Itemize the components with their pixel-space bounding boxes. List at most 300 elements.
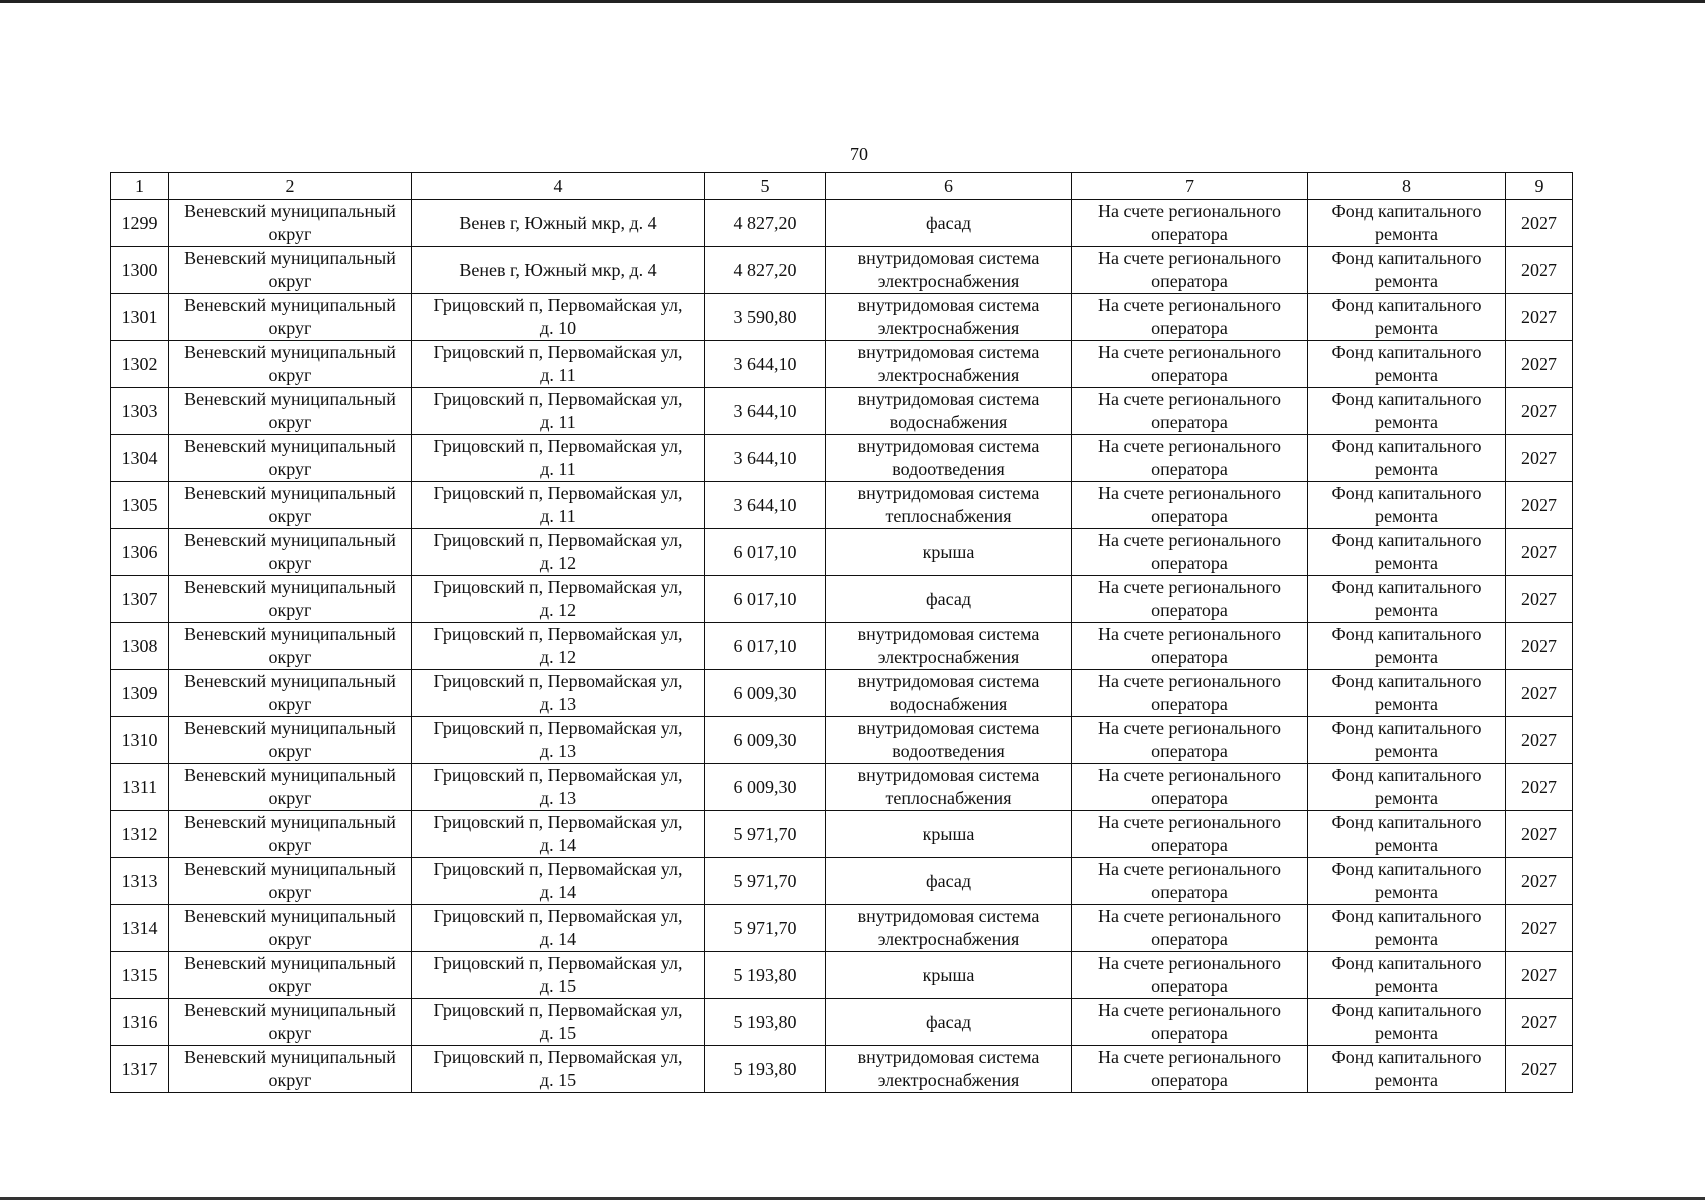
district-cell-line: округ [268, 553, 312, 573]
account-type-cell-line: На счете регионального [1097, 577, 1282, 597]
account-type-cell-line: оператора [1151, 1023, 1228, 1043]
row-number-cell: 1313 [111, 858, 169, 905]
work-type-cell [826, 294, 1072, 341]
address-cell [412, 200, 705, 247]
table-row [111, 623, 1573, 670]
year-cell: 2027 [1506, 529, 1573, 576]
district-cell [169, 952, 412, 999]
year-cell: 2027 [1506, 200, 1573, 247]
funding-source-cell-line: Фонд капитального [1331, 718, 1482, 738]
area-cell: 6 009,30 [705, 764, 826, 811]
work-type-cell-line: теплоснабжения [885, 788, 1012, 808]
funding-source-cell-line: Фонд капитального [1331, 201, 1482, 221]
account-type-cell-line: На счете регионального [1097, 295, 1282, 315]
work-type-cell-line: внутридомовая система [857, 671, 1040, 691]
funding-source-cell-line: ремонта [1374, 224, 1439, 244]
row-number-cell: 1309 [111, 670, 169, 717]
row-number-cell: 1299 [111, 200, 169, 247]
funding-source-cell-line: Фонд капитального [1331, 859, 1482, 879]
work-type-cell-line: крыша [922, 541, 975, 562]
funding-source-cell [1308, 858, 1506, 905]
account-type-cell-line: оператора [1151, 506, 1228, 526]
account-type-cell-line: оператора [1151, 741, 1228, 761]
district-cell [169, 341, 412, 388]
address-cell-line: Грицовский п, Первомайская ул, [433, 1047, 683, 1067]
year-cell: 2027 [1506, 482, 1573, 529]
address-cell-line: Грицовский п, Первомайская ул, [433, 906, 683, 926]
district-cell-line: округ [268, 224, 312, 244]
funding-source-cell-line: Фонд капитального [1331, 671, 1482, 691]
area-cell: 6 017,10 [705, 576, 826, 623]
account-type-cell-line: оператора [1151, 553, 1228, 573]
address-cell-line: д. 11 [540, 412, 576, 432]
work-type-cell-line: водоотведения [892, 741, 1005, 761]
column-header: 7 [1072, 173, 1308, 200]
district-cell-line: Веневский муниципальный [184, 859, 396, 879]
work-type-cell-line: внутридомовая система [857, 906, 1040, 926]
work-type-cell [826, 764, 1072, 811]
district-cell [169, 905, 412, 952]
table-row [111, 576, 1573, 623]
funding-source-cell [1308, 294, 1506, 341]
address-cell [412, 1046, 705, 1093]
funding-source-cell [1308, 1046, 1506, 1093]
work-type-cell [826, 858, 1072, 905]
funding-source-cell [1308, 905, 1506, 952]
account-type-cell [1072, 623, 1308, 670]
address-cell [412, 435, 705, 482]
work-type-cell-line: внутридомовая система [857, 248, 1040, 268]
address-cell-line: д. 11 [540, 365, 576, 385]
account-type-cell-line: оператора [1151, 976, 1228, 996]
account-type-cell-line: оператора [1151, 1070, 1228, 1090]
table-row [111, 200, 1573, 247]
district-cell [169, 764, 412, 811]
address-cell-line: Грицовский п, Первомайская ул, [433, 859, 683, 879]
account-type-cell-line: На счете регионального [1097, 718, 1282, 738]
year-cell: 2027 [1506, 341, 1573, 388]
funding-source-cell-line: ремонта [1374, 1023, 1439, 1043]
district-cell-line: Веневский муниципальный [184, 201, 396, 221]
account-type-cell [1072, 952, 1308, 999]
account-type-cell-line: оператора [1151, 694, 1228, 714]
page-number: 70 [850, 144, 868, 164]
funding-source-cell-line: ремонта [1374, 929, 1439, 949]
account-type-cell-line: оператора [1151, 459, 1228, 479]
account-type-cell-line: На счете регионального [1097, 530, 1282, 550]
table-row [111, 858, 1573, 905]
work-type-cell-line: внутридомовая система [857, 295, 1040, 315]
row-number-cell: 1305 [111, 482, 169, 529]
area-cell: 4 827,20 [705, 200, 826, 247]
work-type-cell-line: фасад [925, 588, 971, 609]
funding-source-cell [1308, 576, 1506, 623]
address-cell-line: д. 14 [539, 929, 577, 949]
table-row [111, 341, 1573, 388]
district-cell [169, 717, 412, 764]
district-cell [169, 247, 412, 294]
year-cell: 2027 [1506, 1046, 1573, 1093]
row-number-cell: 1301 [111, 294, 169, 341]
row-number-cell: 1307 [111, 576, 169, 623]
account-type-cell-line: оператора [1151, 788, 1228, 808]
address-cell [412, 952, 705, 999]
year-cell: 2027 [1506, 623, 1573, 670]
funding-source-cell-line: Фонд капитального [1331, 812, 1482, 832]
row-number-cell: 1304 [111, 435, 169, 482]
account-type-cell-line: оператора [1151, 318, 1228, 338]
column-header: 1 [111, 173, 169, 200]
funding-source-cell [1308, 670, 1506, 717]
work-type-cell-line: внутридомовая система [857, 624, 1040, 644]
work-type-cell [826, 388, 1072, 435]
address-cell [412, 905, 705, 952]
funding-source-cell-line: ремонта [1374, 506, 1439, 526]
area-cell: 5 971,70 [705, 858, 826, 905]
funding-source-cell-line: ремонта [1374, 976, 1439, 996]
column-header: 5 [705, 173, 826, 200]
work-type-cell-line: внутридомовая система [857, 718, 1040, 738]
year-cell: 2027 [1506, 999, 1573, 1046]
address-cell-line: Грицовский п, Первомайская ул, [433, 295, 683, 315]
table-row [111, 435, 1573, 482]
work-type-cell-line: фасад [925, 1011, 971, 1032]
area-cell: 4 827,20 [705, 247, 826, 294]
district-cell-line: округ [268, 459, 312, 479]
table-row [111, 717, 1573, 764]
row-number-cell: 1314 [111, 905, 169, 952]
year-cell: 2027 [1506, 388, 1573, 435]
year-cell: 2027 [1506, 435, 1573, 482]
account-type-cell-line: На счете регионального [1097, 436, 1282, 456]
address-cell-line: д. 12 [539, 647, 577, 667]
account-type-cell-line: оператора [1151, 412, 1228, 432]
column-header: 9 [1506, 173, 1573, 200]
account-type-cell [1072, 200, 1308, 247]
district-cell-line: округ [268, 976, 312, 996]
work-type-cell-line: фасад [925, 870, 971, 891]
funding-source-cell [1308, 717, 1506, 764]
area-cell: 5 971,70 [705, 811, 826, 858]
area-cell: 3 590,80 [705, 294, 826, 341]
work-type-cell [826, 341, 1072, 388]
work-type-cell-line: водоснабжения [889, 694, 1008, 714]
top-scan-border [0, 0, 1705, 3]
work-type-cell-line: внутридомовая система [857, 765, 1040, 785]
account-type-cell-line: оператора [1151, 835, 1228, 855]
work-type-cell [826, 200, 1072, 247]
address-cell [412, 623, 705, 670]
work-type-cell [826, 811, 1072, 858]
account-type-cell-line: На счете регионального [1097, 953, 1282, 973]
funding-source-cell-line: Фонд капитального [1331, 342, 1482, 362]
district-cell-line: округ [268, 506, 312, 526]
work-type-cell-line: внутридомовая система [857, 436, 1040, 456]
column-header: 8 [1308, 173, 1506, 200]
row-number-cell: 1312 [111, 811, 169, 858]
area-cell: 5 193,80 [705, 999, 826, 1046]
row-number-cell: 1311 [111, 764, 169, 811]
repair-schedule-table [110, 172, 1573, 1093]
year-cell: 2027 [1506, 717, 1573, 764]
year-cell: 2027 [1506, 811, 1573, 858]
district-cell-line: округ [268, 882, 312, 902]
row-number-cell: 1303 [111, 388, 169, 435]
column-number-header-row [111, 173, 1573, 200]
district-cell-line: округ [268, 1070, 312, 1090]
table-row [111, 388, 1573, 435]
address-cell [412, 717, 705, 764]
account-type-cell-line: оператора [1151, 224, 1228, 244]
account-type-cell-line: оператора [1151, 271, 1228, 291]
area-cell: 3 644,10 [705, 435, 826, 482]
work-type-cell [826, 623, 1072, 670]
address-cell-line: Грицовский п, Первомайская ул, [433, 389, 683, 409]
funding-source-cell [1308, 811, 1506, 858]
address-cell [412, 811, 705, 858]
work-type-cell-line: водоотведения [892, 459, 1005, 479]
table-row [111, 294, 1573, 341]
district-cell [169, 435, 412, 482]
address-cell-line: Грицовский п, Первомайская ул, [433, 953, 683, 973]
funding-source-cell-line: ремонта [1374, 459, 1439, 479]
table-row [111, 952, 1573, 999]
account-type-cell-line: На счете регионального [1097, 1000, 1282, 1020]
work-type-cell-line: электроснабжения [877, 929, 1020, 949]
account-type-cell-line: оператора [1151, 929, 1228, 949]
address-cell-line: д. 11 [540, 459, 576, 479]
funding-source-cell-line: Фонд капитального [1331, 1000, 1482, 1020]
area-cell: 6 009,30 [705, 670, 826, 717]
funding-source-cell-line: ремонта [1374, 835, 1439, 855]
table-row [111, 999, 1573, 1046]
work-type-cell-line: крыша [922, 823, 975, 844]
account-type-cell-line: На счете регионального [1097, 812, 1282, 832]
address-cell-line: д. 12 [539, 553, 577, 573]
funding-source-cell [1308, 200, 1506, 247]
address-cell-line: Грицовский п, Первомайская ул, [433, 718, 683, 738]
account-type-cell [1072, 529, 1308, 576]
area-cell: 5 193,80 [705, 1046, 826, 1093]
district-cell-line: Веневский муниципальный [184, 1000, 396, 1020]
district-cell-line: округ [268, 741, 312, 761]
district-cell-line: округ [268, 647, 312, 667]
account-type-cell-line: На счете регионального [1097, 906, 1282, 926]
address-cell-line: Грицовский п, Первомайская ул, [433, 765, 683, 785]
funding-source-cell-line: Фонд капитального [1331, 1047, 1482, 1067]
district-cell-line: округ [268, 600, 312, 620]
table-row [111, 905, 1573, 952]
account-type-cell [1072, 482, 1308, 529]
address-cell [412, 341, 705, 388]
district-cell-line: округ [268, 788, 312, 808]
row-number-cell: 1300 [111, 247, 169, 294]
account-type-cell [1072, 435, 1308, 482]
funding-source-cell [1308, 435, 1506, 482]
work-type-cell [826, 905, 1072, 952]
work-type-cell [826, 247, 1072, 294]
funding-source-cell [1308, 952, 1506, 999]
district-cell-line: Веневский муниципальный [184, 530, 396, 550]
funding-source-cell [1308, 999, 1506, 1046]
account-type-cell-line: На счете регионального [1097, 483, 1282, 503]
district-cell [169, 294, 412, 341]
address-cell-line: Венев г, Южный мкр, д. 4 [459, 259, 657, 280]
year-cell: 2027 [1506, 764, 1573, 811]
row-number-cell: 1308 [111, 623, 169, 670]
address-cell-line: д. 13 [539, 788, 577, 808]
address-cell-line: д. 15 [539, 1023, 577, 1043]
area-cell: 6 009,30 [705, 717, 826, 764]
account-type-cell-line: На счете регионального [1097, 342, 1282, 362]
row-number-cell: 1310 [111, 717, 169, 764]
address-cell [412, 294, 705, 341]
district-cell-line: Веневский муниципальный [184, 624, 396, 644]
district-cell-line: Веневский муниципальный [184, 483, 396, 503]
district-cell-line: округ [268, 694, 312, 714]
account-type-cell-line: На счете регионального [1097, 248, 1282, 268]
district-cell-line: Веневский муниципальный [184, 248, 396, 268]
funding-source-cell-line: ремонта [1374, 741, 1439, 761]
account-type-cell-line: оператора [1151, 647, 1228, 667]
district-cell-line: округ [268, 271, 312, 291]
district-cell-line: Веневский муниципальный [184, 953, 396, 973]
funding-source-cell-line: Фонд капитального [1331, 577, 1482, 597]
address-cell-line: Грицовский п, Первомайская ул, [433, 577, 683, 597]
account-type-cell-line: оператора [1151, 882, 1228, 902]
address-cell [412, 482, 705, 529]
district-cell [169, 999, 412, 1046]
address-cell-line: д. 12 [539, 600, 577, 620]
area-cell: 5 971,70 [705, 905, 826, 952]
address-cell [412, 764, 705, 811]
work-type-cell-line: теплоснабжения [885, 506, 1012, 526]
funding-source-cell-line: Фонд капитального [1331, 530, 1482, 550]
year-cell: 2027 [1506, 952, 1573, 999]
district-cell-line: Веневский муниципальный [184, 718, 396, 738]
area-cell: 5 193,80 [705, 952, 826, 999]
funding-source-cell-line: ремонта [1374, 694, 1439, 714]
address-cell-line: Венев г, Южный мкр, д. 4 [459, 212, 657, 233]
work-type-cell [826, 576, 1072, 623]
district-cell [169, 200, 412, 247]
work-type-cell [826, 999, 1072, 1046]
district-cell-line: Веневский муниципальный [184, 1047, 396, 1067]
account-type-cell [1072, 247, 1308, 294]
funding-source-cell-line: Фонд капитального [1331, 248, 1482, 268]
work-type-cell-line: внутридомовая система [857, 342, 1040, 362]
table-row [111, 482, 1573, 529]
area-cell: 6 017,10 [705, 529, 826, 576]
address-cell-line: д. 13 [539, 694, 577, 714]
account-type-cell [1072, 717, 1308, 764]
work-type-cell-line: внутридомовая система [857, 483, 1040, 503]
year-cell: 2027 [1506, 576, 1573, 623]
district-cell-line: округ [268, 835, 312, 855]
address-cell-line: Грицовский п, Первомайская ул, [433, 671, 683, 691]
district-cell-line: округ [268, 412, 312, 432]
district-cell-line: Веневский муниципальный [184, 765, 396, 785]
account-type-cell [1072, 999, 1308, 1046]
funding-source-cell [1308, 529, 1506, 576]
funding-source-cell-line: ремонта [1374, 271, 1439, 291]
district-cell-line: округ [268, 318, 312, 338]
account-type-cell [1072, 341, 1308, 388]
address-cell-line: Грицовский п, Первомайская ул, [433, 483, 683, 503]
work-type-cell [826, 952, 1072, 999]
funding-source-cell [1308, 764, 1506, 811]
address-cell-line: д. 11 [540, 506, 576, 526]
column-header: 6 [826, 173, 1072, 200]
address-cell-line: Грицовский п, Первомайская ул, [433, 530, 683, 550]
district-cell-line: Веневский муниципальный [184, 812, 396, 832]
column-header: 4 [412, 173, 705, 200]
table-row [111, 1046, 1573, 1093]
address-cell [412, 247, 705, 294]
account-type-cell [1072, 670, 1308, 717]
work-type-cell-line: внутридомовая система [857, 389, 1040, 409]
work-type-cell-line: водоснабжения [889, 412, 1008, 432]
funding-source-cell-line: ремонта [1374, 600, 1439, 620]
address-cell-line: Грицовский п, Первомайская ул, [433, 342, 683, 362]
table-row [111, 764, 1573, 811]
district-cell [169, 858, 412, 905]
funding-source-cell [1308, 247, 1506, 294]
account-type-cell-line: На счете регионального [1097, 389, 1282, 409]
work-type-cell [826, 435, 1072, 482]
account-type-cell-line: На счете регионального [1097, 1047, 1282, 1067]
work-type-cell-line: фасад [925, 212, 971, 233]
table-row [111, 811, 1573, 858]
row-number-cell: 1317 [111, 1046, 169, 1093]
address-cell-line: Грицовский п, Первомайская ул, [433, 1000, 683, 1020]
account-type-cell-line: На счете регионального [1097, 765, 1282, 785]
column-header: 2 [169, 173, 412, 200]
address-cell [412, 576, 705, 623]
row-number-cell: 1306 [111, 529, 169, 576]
district-cell [169, 1046, 412, 1093]
year-cell: 2027 [1506, 858, 1573, 905]
district-cell-line: Веневский муниципальный [184, 671, 396, 691]
district-cell-line: Веневский муниципальный [184, 389, 396, 409]
table-row [111, 529, 1573, 576]
work-type-cell-line: электроснабжения [877, 271, 1020, 291]
account-type-cell [1072, 294, 1308, 341]
funding-source-cell-line: ремонта [1374, 1070, 1439, 1090]
work-type-cell [826, 482, 1072, 529]
district-cell [169, 623, 412, 670]
table-row [111, 247, 1573, 294]
district-cell [169, 482, 412, 529]
table-row [111, 670, 1573, 717]
funding-source-cell-line: ремонта [1374, 318, 1439, 338]
funding-source-cell-line: ремонта [1374, 882, 1439, 902]
account-type-cell-line: На счете регионального [1097, 624, 1282, 644]
funding-source-cell-line: Фонд капитального [1331, 953, 1482, 973]
year-cell: 2027 [1506, 670, 1573, 717]
year-cell: 2027 [1506, 247, 1573, 294]
funding-source-cell-line: Фонд капитального [1331, 624, 1482, 644]
account-type-cell [1072, 764, 1308, 811]
work-type-cell-line: электроснабжения [877, 365, 1020, 385]
district-cell [169, 388, 412, 435]
district-cell-line: Веневский муниципальный [184, 436, 396, 456]
account-type-cell [1072, 858, 1308, 905]
district-cell-line: округ [268, 929, 312, 949]
funding-source-cell-line: Фонд капитального [1331, 765, 1482, 785]
funding-source-cell [1308, 482, 1506, 529]
funding-source-cell-line: Фонд капитального [1331, 389, 1482, 409]
